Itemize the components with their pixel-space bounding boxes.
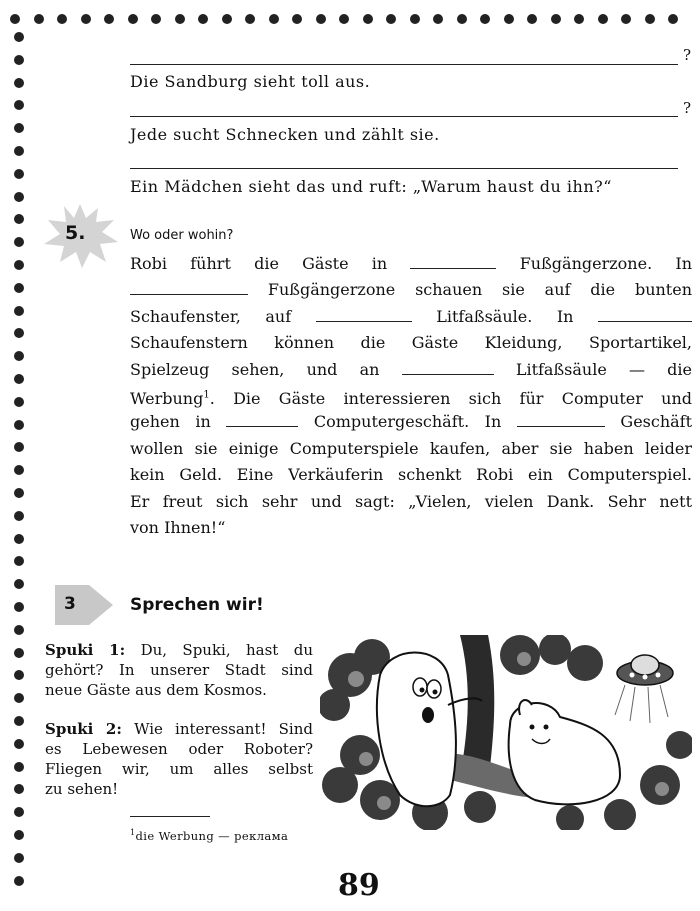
border-dot xyxy=(316,14,326,24)
sentence-1: Die Sandburg sieht toll aus. xyxy=(130,72,371,91)
page-number: 89 xyxy=(338,868,380,903)
border-dot xyxy=(14,123,24,133)
border-dot xyxy=(14,488,24,498)
border-dot xyxy=(14,602,24,612)
border-dot xyxy=(14,442,24,452)
border-dot xyxy=(14,670,24,680)
border-dot xyxy=(527,14,537,24)
border-dot xyxy=(14,784,24,794)
border-dot xyxy=(14,192,24,202)
ghosts-illustration xyxy=(320,635,692,830)
top-dot-border xyxy=(10,10,700,30)
border-dot xyxy=(14,853,24,863)
text-line: Robi führt die Gäste in Fußgängerzone. In xyxy=(130,254,692,273)
border-dot xyxy=(14,237,24,247)
border-dot xyxy=(14,830,24,840)
border-dot xyxy=(386,14,396,24)
border-dot xyxy=(14,146,24,156)
gap-blank[interactable] xyxy=(517,412,605,427)
answer-line-1[interactable] xyxy=(130,64,678,65)
gap-blank[interactable] xyxy=(130,280,248,295)
border-dot xyxy=(14,260,24,270)
gap-blank[interactable] xyxy=(402,360,494,375)
border-dot xyxy=(57,14,67,24)
exercise-instruction: Wo oder wohin? xyxy=(130,228,234,243)
border-dot xyxy=(14,78,24,88)
text-line: gehen in Computergeschäft. In Geschäft xyxy=(130,412,692,432)
border-dot xyxy=(504,14,514,24)
border-dot xyxy=(339,14,349,24)
text-line: Schaufenster, auf Litfaßsäule. In xyxy=(130,304,692,330)
border-dot xyxy=(14,306,24,316)
sentence-2: Jede sucht Schnecken und zählt sie. xyxy=(130,125,440,144)
border-dot xyxy=(14,625,24,635)
exercise-text xyxy=(130,251,692,541)
dialog-spuki-1: Spuki 1: Du, Spuki, hast du gehört? In unserer Stadt sind neue Gäste aus dem Kosmos. xyxy=(45,641,313,699)
border-dot xyxy=(621,14,631,24)
border-dot xyxy=(175,14,185,24)
border-dot xyxy=(14,374,24,384)
text-line: Er freut sich sehr und sagt: „Vielen, vielen Dank. Sehr nett xyxy=(130,491,692,511)
speaker-label: Spuki 2: xyxy=(45,720,122,738)
gap-blank[interactable] xyxy=(226,412,298,427)
border-dot xyxy=(14,100,24,110)
border-dot xyxy=(480,14,490,24)
footnote-rule xyxy=(130,816,210,817)
border-dot xyxy=(198,14,208,24)
border-dot xyxy=(598,14,608,24)
text-line: kein Geld. Eine Verkäuferin schenkt Robi ein Computerspiel. xyxy=(130,465,692,485)
border-dot xyxy=(14,739,24,749)
border-dot xyxy=(14,556,24,566)
border-dot xyxy=(14,648,24,658)
border-dot xyxy=(14,420,24,430)
border-dot xyxy=(128,14,138,24)
gap-blank[interactable] xyxy=(598,307,692,322)
border-dot xyxy=(269,14,279,24)
border-dot xyxy=(14,465,24,475)
border-dot xyxy=(81,14,91,24)
border-dot xyxy=(645,14,655,24)
footnote-marker: 1 xyxy=(203,389,210,401)
answer-line-3[interactable] xyxy=(130,168,678,169)
border-dot xyxy=(151,14,161,24)
section-number: 3 xyxy=(64,594,76,614)
border-dot xyxy=(14,283,24,293)
text-line: Werbung$^1$. Die Gäste interessieren sich für Computer und xyxy=(130,389,692,409)
question-mark-1: ? xyxy=(683,46,692,64)
dialog-spuki-2: Spuki 2: Wie interessant! Sind es Lebewesen oder Roboter? Fliegen wir, um alles selbst zu sehen! xyxy=(45,720,313,798)
border-dot xyxy=(14,169,24,179)
question-mark-2: ? xyxy=(683,99,692,117)
border-dot xyxy=(551,14,561,24)
border-dot xyxy=(104,14,114,24)
border-dot xyxy=(574,14,584,24)
border-dot xyxy=(14,397,24,407)
text-line: wollen sie einige Computerspiele kaufen, aber sie haben leider xyxy=(130,438,692,458)
border-dot xyxy=(14,534,24,544)
text-line: von Ihnen!“ xyxy=(130,517,226,537)
gap-blank[interactable] xyxy=(410,254,496,269)
border-dot xyxy=(14,807,24,817)
border-dot xyxy=(14,32,24,42)
border-dot xyxy=(433,14,443,24)
exercise-number: 5. xyxy=(65,222,86,244)
border-dot xyxy=(14,693,24,703)
border-dot xyxy=(410,14,420,24)
border-dot xyxy=(14,762,24,772)
border-dot xyxy=(292,14,302,24)
answer-line-2[interactable] xyxy=(130,116,678,117)
border-dot xyxy=(14,511,24,521)
gap-blank[interactable] xyxy=(316,307,412,322)
border-dot xyxy=(34,14,44,24)
border-dot xyxy=(14,214,24,224)
border-dot xyxy=(14,328,24,338)
left-dot-border xyxy=(10,32,30,902)
sentence-3: Ein Mädchen sieht das und ruft: „Warum haust du ihn?“ xyxy=(130,177,612,196)
border-dot xyxy=(10,14,20,24)
section-title: Sprechen wir! xyxy=(130,595,264,615)
border-dot xyxy=(222,14,232,24)
border-dot xyxy=(14,876,24,886)
border-dot xyxy=(457,14,467,24)
border-dot xyxy=(245,14,255,24)
text-line: Fußgängerzone schauen sie auf die bunten xyxy=(130,277,692,303)
border-dot xyxy=(363,14,373,24)
border-dot xyxy=(668,14,678,24)
border-dot xyxy=(14,579,24,589)
speaker-label: Spuki 1: xyxy=(45,641,126,659)
border-dot xyxy=(14,55,24,65)
border-dot xyxy=(14,716,24,726)
border-dot xyxy=(14,351,24,361)
text-line: Schaufenstern können die Gäste Kleidung, Sportartikel, xyxy=(130,333,692,353)
footnote: $^1$die Werbung — реклама xyxy=(130,828,289,843)
text-line: Spielzeug sehen, und an Litfaßsäule — die xyxy=(130,359,692,379)
